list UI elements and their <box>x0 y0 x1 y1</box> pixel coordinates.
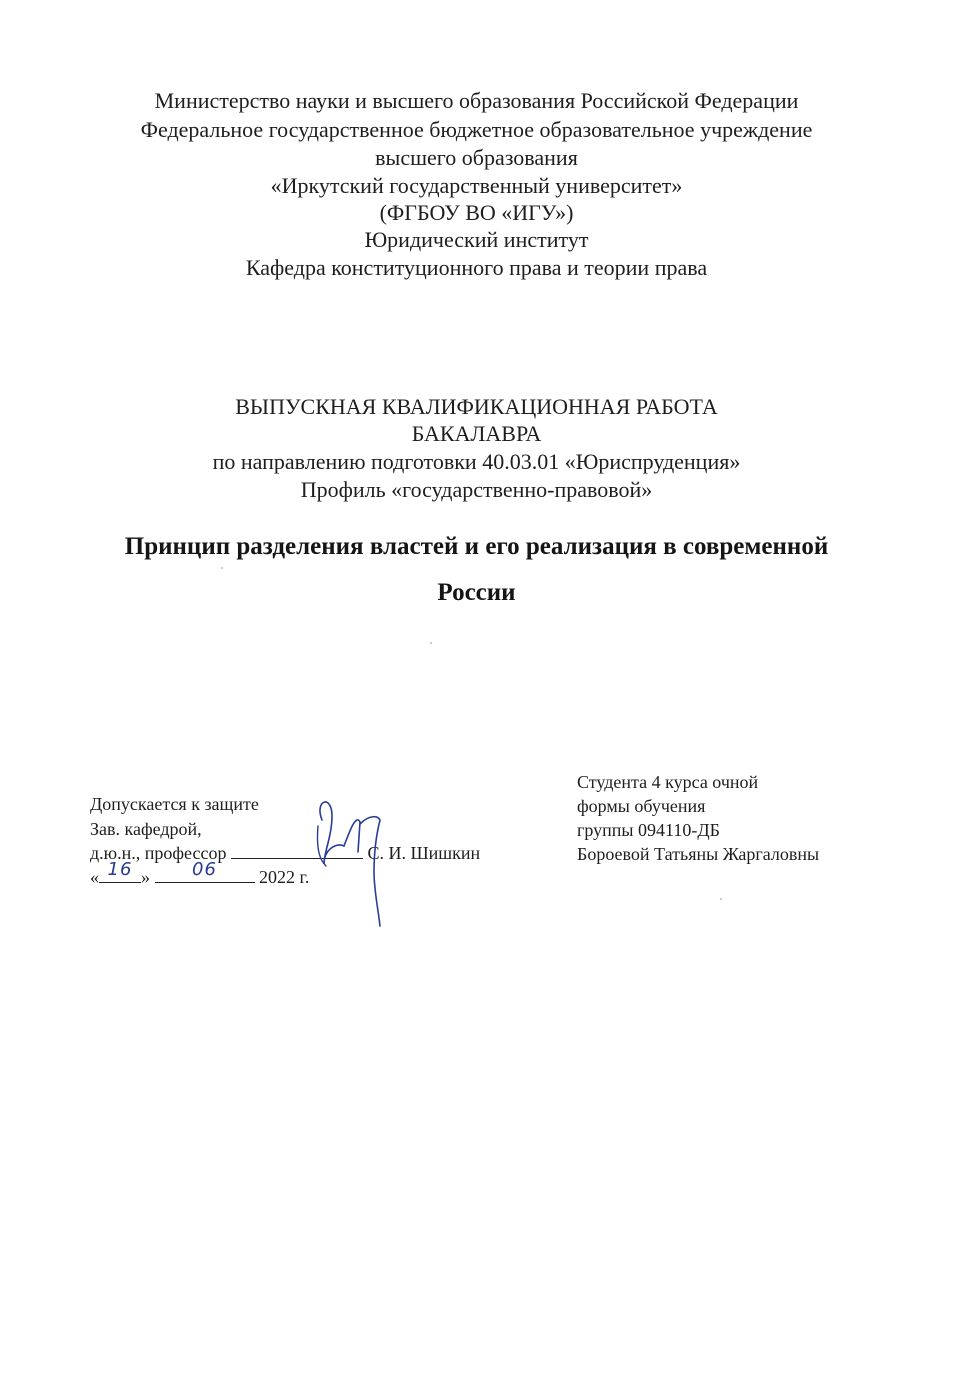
institution-line-2: высшего образования <box>375 145 578 170</box>
date-close-quote: » <box>141 867 150 887</box>
date-day-blank <box>99 859 141 883</box>
direction-line: по направлению подготовки 40.03.01 «Юриспруденция» <box>212 449 741 474</box>
approval-line-3 <box>90 843 480 864</box>
student-line-1: Студента 4 курса очной <box>577 772 759 792</box>
student-line-4: Бороевой Татьяны Жаргаловны <box>577 844 820 864</box>
university-line: «Иркутский государственный университет» <box>270 173 683 198</box>
institute-line: Юридический институт <box>364 227 589 252</box>
scan-speck <box>720 898 722 900</box>
ministry-line: Министерство науки и высшего образования Российской Федерации <box>154 88 799 113</box>
date-month-handwritten: 06 <box>192 859 217 880</box>
handwritten-signature <box>300 790 410 930</box>
approval-line-2: Зав. кафедрой, <box>90 819 202 839</box>
thesis-title-line-2: России <box>437 579 516 606</box>
profile-line: Профиль «государственно-правовой» <box>300 477 653 502</box>
approval-line-1: Допускается к защите <box>90 794 259 814</box>
work-type-line-1: ВЫПУСКНАЯ КВАЛИФИКАЦИОННАЯ РАБОТА <box>235 394 718 419</box>
approval-date-line <box>90 859 310 888</box>
scan-speck <box>221 567 223 569</box>
date-day-handwritten: 16 <box>107 859 133 880</box>
date-open-quote: « <box>90 867 99 887</box>
work-type-line-2: БАКАЛАВРА <box>411 421 542 446</box>
approver-name: С. И. Шишкин <box>367 843 481 863</box>
date-month-blank <box>155 859 255 883</box>
date-year: 2022 г. <box>259 867 310 887</box>
scan-speck <box>430 642 432 644</box>
abbreviation-line: (ФГБОУ ВО «ИГУ») <box>379 200 574 225</box>
thesis-title-line-1: Принцип разделения властей и его реализация в современной <box>124 533 829 560</box>
institution-line-1: Федеральное государственное бюджетное образовательное учреждение <box>140 117 813 142</box>
department-line: Кафедра конституционного права и теории права <box>245 255 708 280</box>
approver-title: д.ю.н., профессор <box>90 843 227 863</box>
student-line-3: группы 094110-ДБ <box>577 820 720 840</box>
student-line-2: формы обучения <box>577 796 706 816</box>
